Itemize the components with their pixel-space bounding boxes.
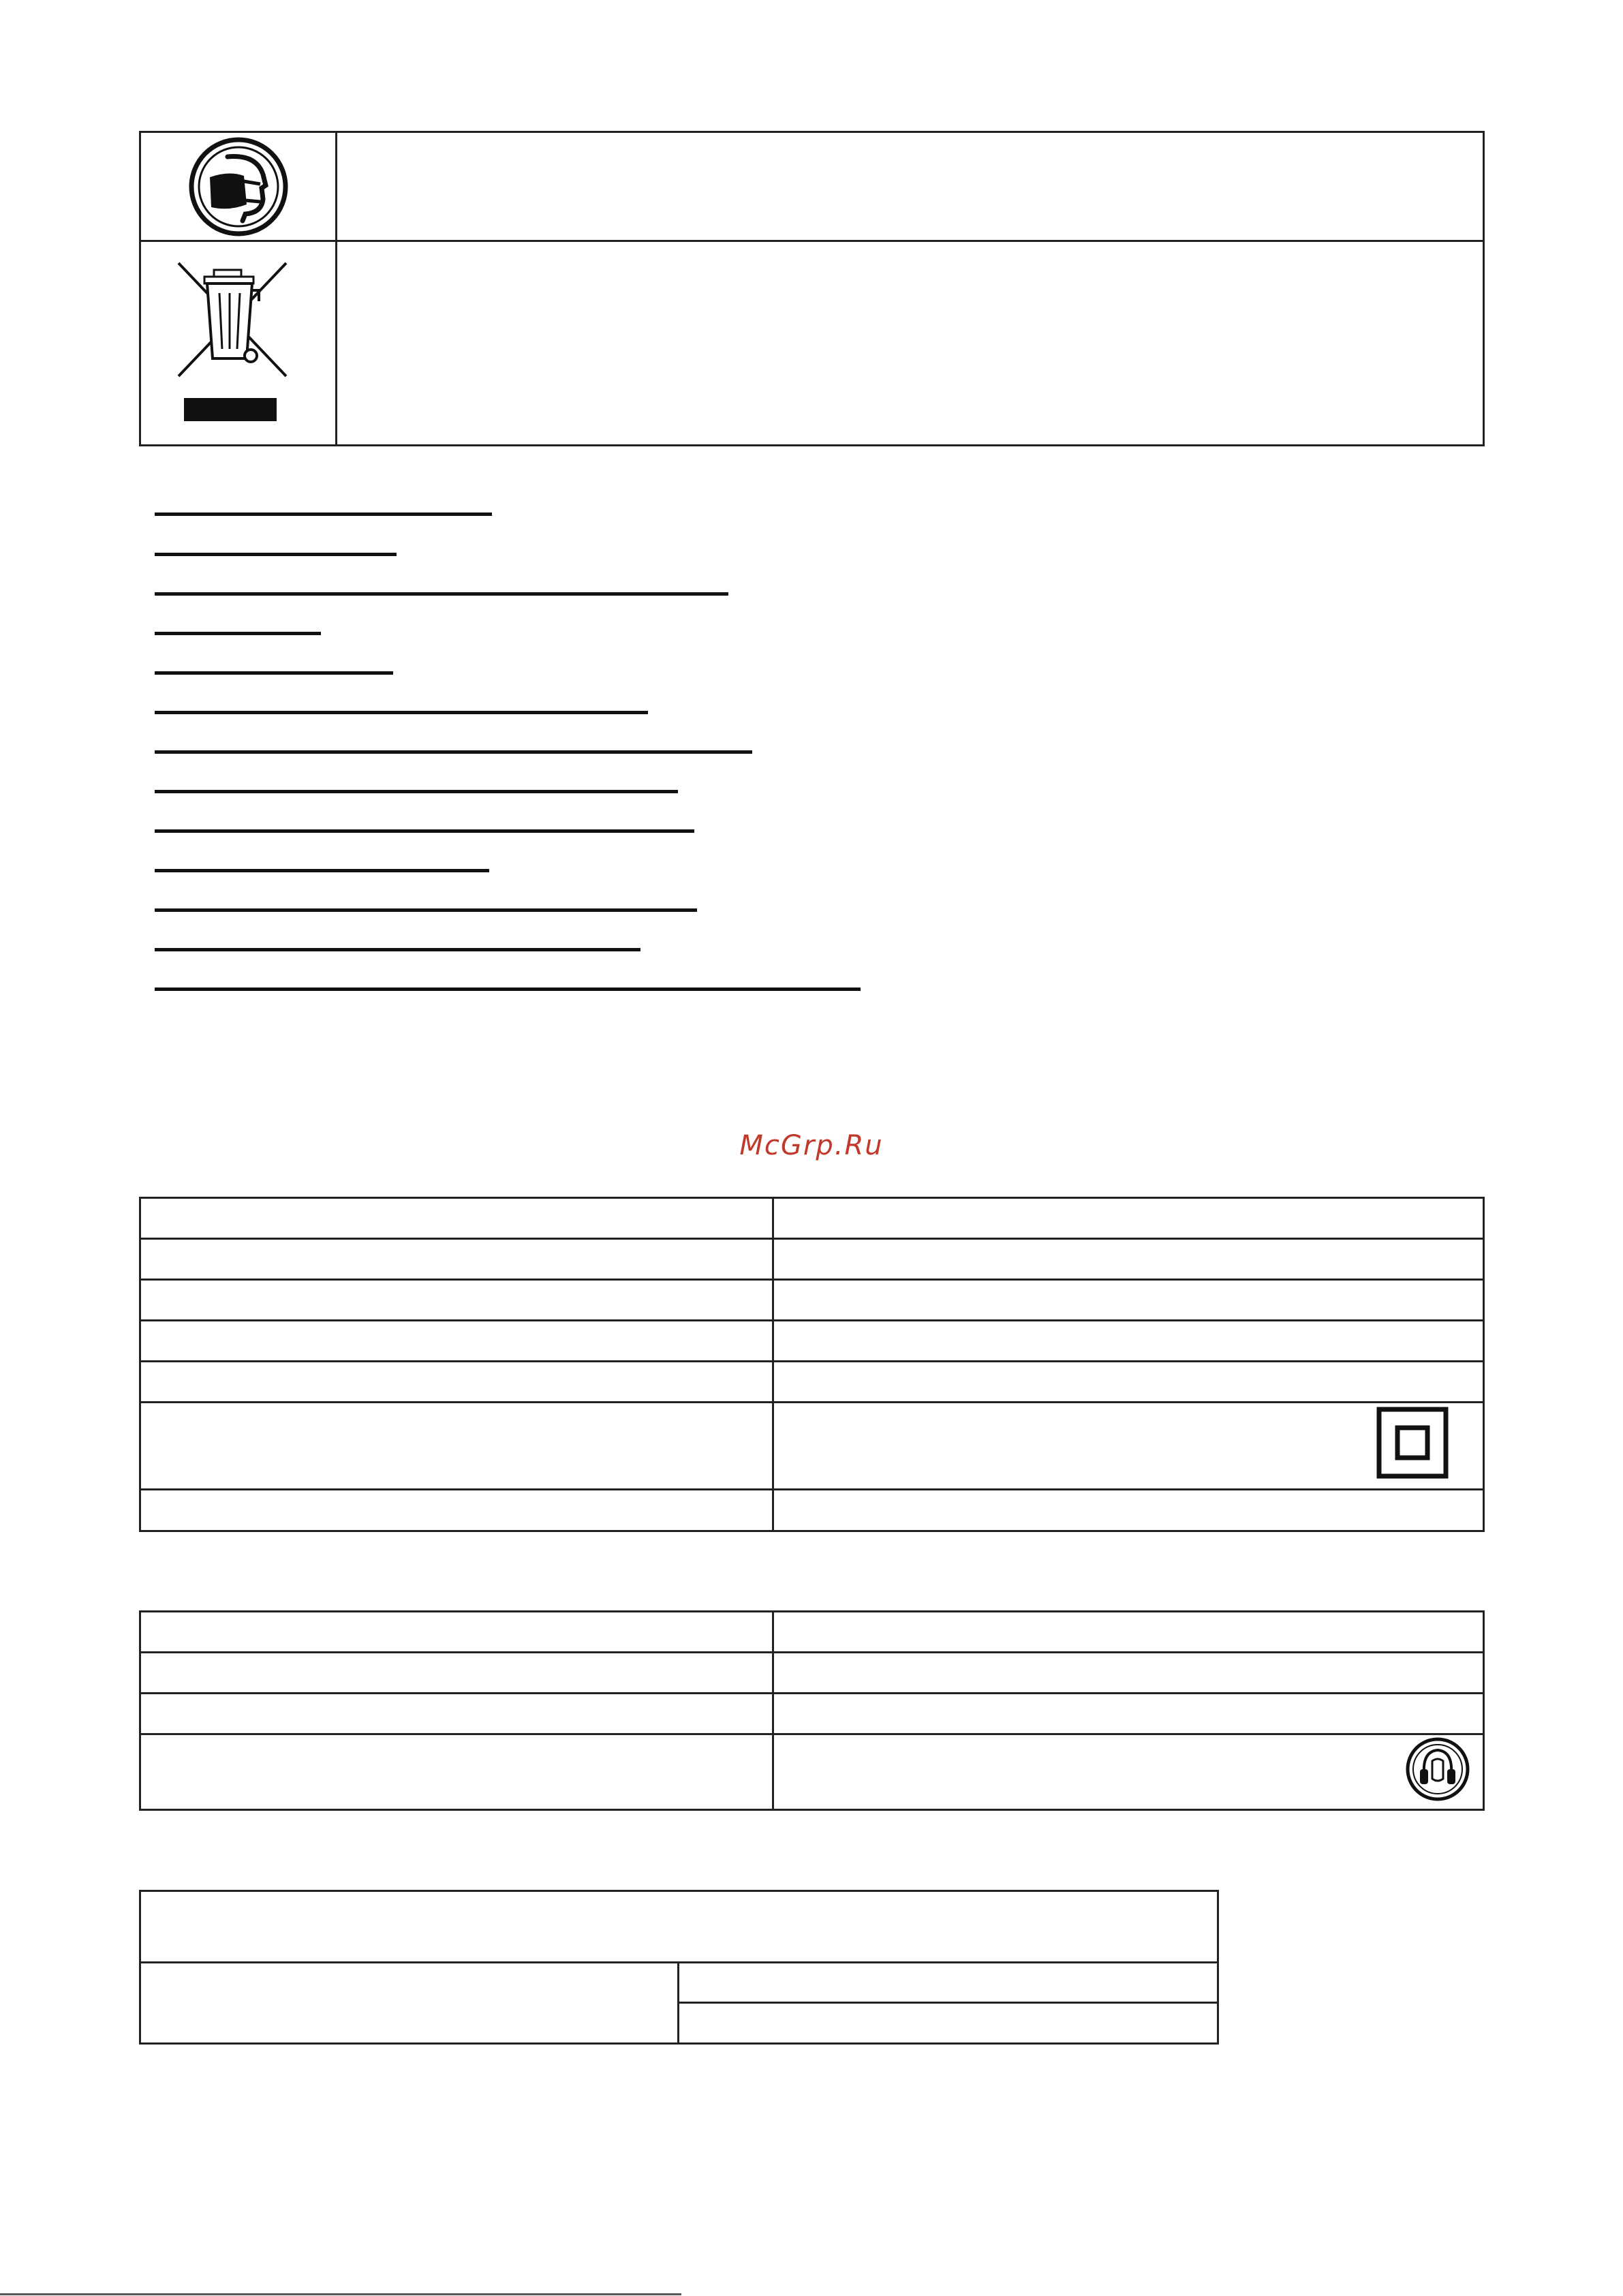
toc-entry (155, 711, 648, 714)
crossed-out-bin-icon (174, 259, 290, 429)
info-table-row (677, 2002, 1219, 2004)
spec-table-2-row (139, 1651, 1485, 1653)
symbol-table-divider (335, 131, 337, 446)
toc-entry (155, 869, 489, 872)
spec-table-1-row (139, 1488, 1485, 1490)
spec-table-1-divider (772, 1197, 774, 1532)
toc-entry (155, 553, 397, 556)
watermark: McGrp.Ru (739, 1130, 884, 1161)
spec-table-2-row (139, 1733, 1485, 1735)
toc-entry (155, 592, 728, 596)
toc-entry (155, 829, 694, 833)
double-insulation-class-ii-icon (1376, 1407, 1449, 1479)
footer-rule (0, 2293, 681, 2295)
symbol-table-row-separator (139, 240, 1485, 242)
toc-entry (155, 948, 640, 951)
spec-table-1-row (139, 1238, 1485, 1240)
symbol-table (139, 131, 1485, 446)
toc-entry (155, 671, 393, 675)
ear-protection-icon (1405, 1736, 1470, 1802)
spec-table-1 (139, 1197, 1485, 1532)
toc-entry (155, 908, 697, 912)
toc-entry (155, 632, 321, 635)
toc-entry (155, 988, 861, 991)
toc-entry (155, 790, 678, 793)
spec-table-1-row (139, 1360, 1485, 1362)
spec-table-1-row (139, 1401, 1485, 1403)
spec-table-1-row (139, 1279, 1485, 1281)
spec-table-2-divider (772, 1610, 774, 1811)
spec-table-2-row (139, 1692, 1485, 1694)
toc-entry (155, 512, 492, 516)
spec-table-1-row (139, 1319, 1485, 1321)
dust-mask-icon (188, 136, 289, 237)
spec-table-2 (139, 1610, 1485, 1811)
toc-entry (155, 750, 752, 754)
